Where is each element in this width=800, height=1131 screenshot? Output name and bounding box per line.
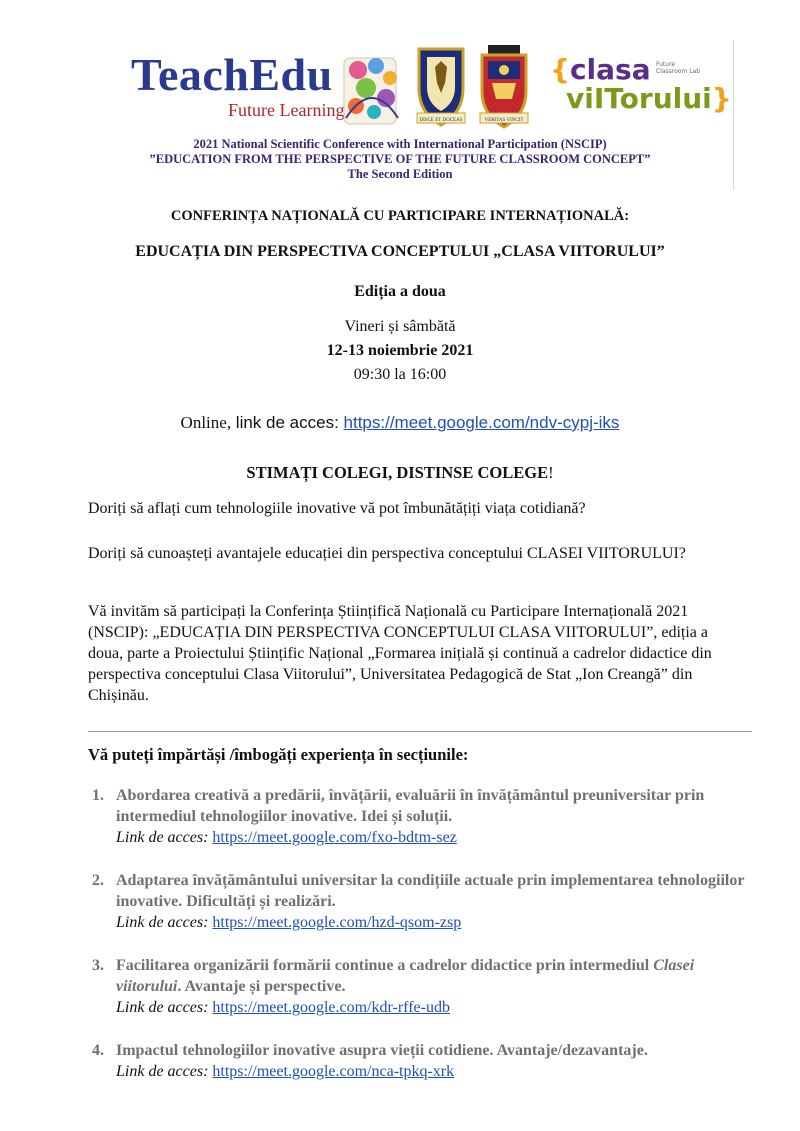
section-text-c: . Avantaje și perspective. xyxy=(177,978,346,995)
clasa-logo-line1: clasa xyxy=(569,53,651,86)
section-text: Abordarea creativă a predării, învățării, evaluării în învățământul preuniversitar prin intermediul tehnologiilor inovative. Idei și soluții. xyxy=(116,787,705,825)
days: Vineri și sâmbătă xyxy=(344,318,456,335)
clasa-viitorului-logo: {clasa viITorului} Future Classroom Lab xyxy=(550,53,732,116)
teachedu-tagline: Future Learning xyxy=(228,100,345,120)
university-shield-icon xyxy=(413,43,469,131)
edition: Ediția a doua xyxy=(354,283,446,300)
clasa-logo-small: Future Classroom Lab xyxy=(656,61,701,76)
section-link-line xyxy=(116,997,450,1018)
teachedu-emblem-icon xyxy=(336,48,408,130)
section-text-italic: Clasei viitorului xyxy=(116,957,695,995)
nscip-line2: ”EDUCATION FROM THE PERSPECTIVE OF THE FUTURE CLASSROOM CONCEPT” xyxy=(149,152,651,166)
section-text: Impactul tehnologiilor inovative asupra vieții cotidiene. Avantaje/dezavantaje. xyxy=(116,1042,648,1059)
faculty-shield-icon xyxy=(476,43,532,131)
shield1-motto: DISCE ET DOCEAS xyxy=(419,118,463,123)
link-label: Link de acces: xyxy=(116,914,213,931)
shield2-motto: VERITAS VINCIT xyxy=(484,118,524,123)
conference-title: EDUCAȚIA DIN PERSPECTIVA CONCEPTULUI „CLASA VIITORULUI” xyxy=(135,243,665,260)
section-number: 3. xyxy=(92,957,104,974)
paragraph-question-1: Doriți să aflați cum tehnologiile inovative vă pot îmbunătățiți viața cotidiană? xyxy=(88,500,586,517)
link-label: Link de acces: xyxy=(116,999,213,1016)
sections-title: Vă puteți împărtăși /îmbogăți experiența în secțiunile: xyxy=(88,745,469,764)
link-label: Link de acces: xyxy=(116,1063,213,1080)
greeting-exclamation: ! xyxy=(548,463,554,482)
section-number: 4. xyxy=(92,1042,104,1059)
section-link[interactable]: https://meet.google.com/nca-tpkq-xrk xyxy=(212,1063,455,1080)
main-access-link[interactable]: https://meet.google.com/ndv-cypj-iks xyxy=(343,413,620,432)
section-text: Adaptarea învățământului universitar la condițiile actuale prin implementarea tehnologiilor inovative. Dificultăți și realizări. xyxy=(116,872,745,910)
section-number: 2. xyxy=(92,872,104,889)
link-label: Link de acces: xyxy=(116,829,213,846)
section-text-a: Facilitarea organizării formării continue a cadrelor didactice prin intermediul xyxy=(116,957,654,974)
clasa-logo-line2: viITorului xyxy=(566,82,712,116)
online-label: Online, xyxy=(180,413,232,432)
date: 12-13 noiembrie 2021 xyxy=(326,342,474,359)
nscip-line1: 2021 National Scientific Conference with International Participation (NSCIP) xyxy=(193,137,607,151)
conference-type: CONFERINȚA NAȚIONALĂ CU PARTICIPARE INTERNAȚIONALĂ: xyxy=(170,208,630,224)
paragraph-invitation: Vă invităm să participați la Conferința Științifică Națională cu Participare Internațională 2021 (NSCIP): „EDUCAȚIA DIN PERSPECTIVA CONCEPTULUI CLASA VIITORULUI”, ediția a doua, parte a Proiectului Științific Național „Formarea inițială și continuă a cadrelor didactice din perspectiva conceptului Clasa Viitorului”, Universitatea Pedagogică de Stat „Ion Creangă” din Chișinău. xyxy=(88,603,712,704)
section-text xyxy=(116,955,756,997)
paragraph-question-2: Doriți să cunoașteți avantajele educației din perspectiva conceptului CLASEI VIITORULUI? xyxy=(88,545,686,562)
nscip-heading xyxy=(0,137,800,182)
section-link[interactable]: https://meet.google.com/hzd-qsom-zsp xyxy=(212,914,462,931)
section-link-line xyxy=(116,827,457,848)
header xyxy=(0,0,800,200)
access-label: link de acces: xyxy=(231,413,344,432)
nscip-line3: The Second Edition xyxy=(347,167,453,181)
teachedu-logo: TeachEdu xyxy=(131,49,333,100)
time: 09:30 la 16:00 xyxy=(353,366,447,383)
section-number: 1. xyxy=(92,787,104,804)
section-divider xyxy=(88,731,752,732)
greeting-text: STIMAȚI COLEGI, DISTINSE COLEGE xyxy=(246,463,549,482)
section-link-line xyxy=(116,1061,454,1082)
main-access-line xyxy=(0,413,800,433)
section-link-line xyxy=(116,912,461,933)
section-link[interactable]: https://meet.google.com/kdr-rffe-udb xyxy=(212,999,450,1016)
greeting xyxy=(0,463,800,483)
section-link[interactable]: https://meet.google.com/fxo-bdtm-sez xyxy=(212,829,457,846)
